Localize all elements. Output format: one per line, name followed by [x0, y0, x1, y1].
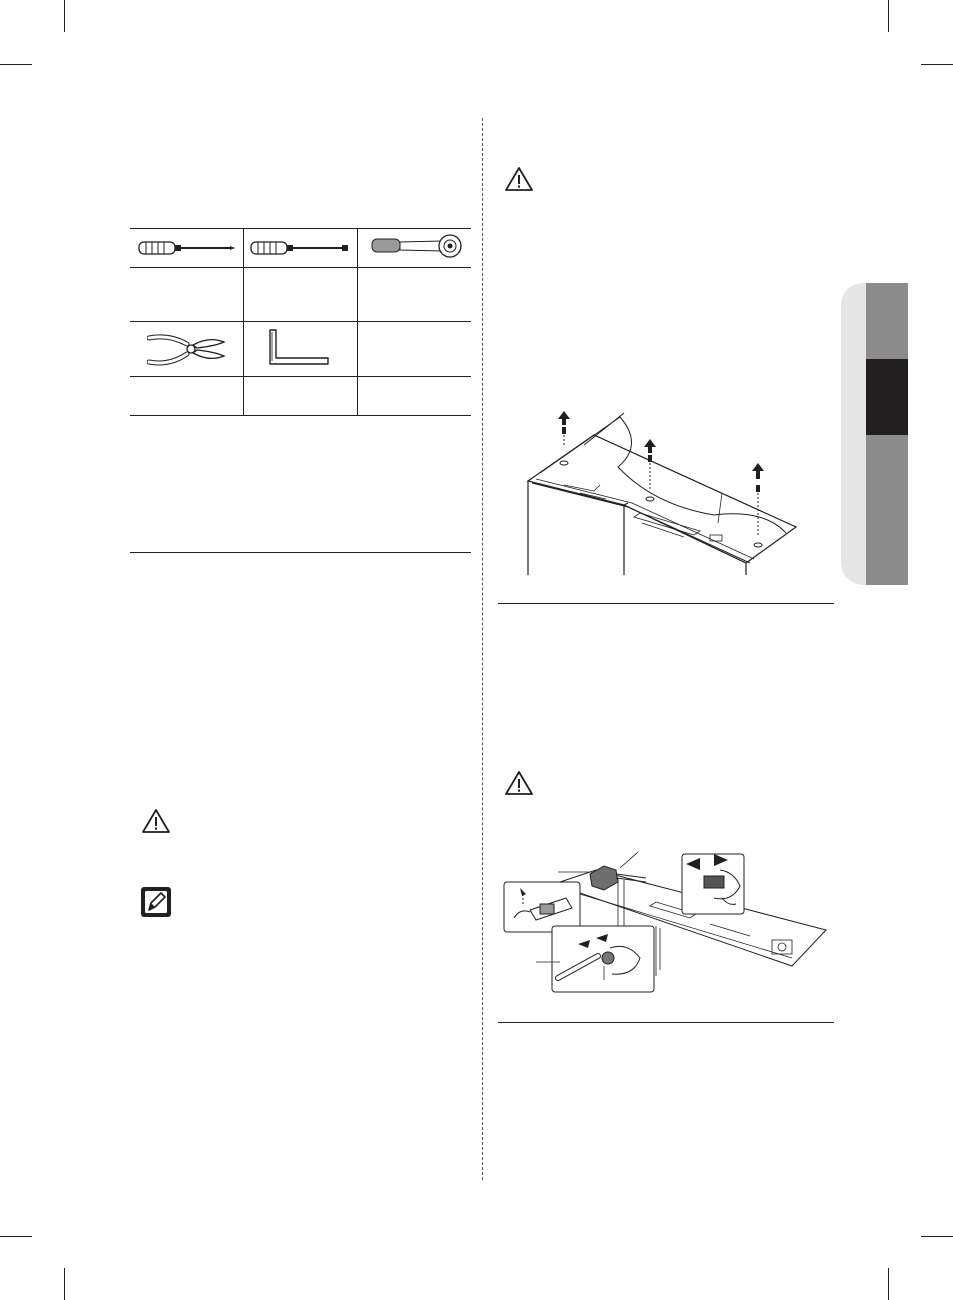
tools-table — [130, 228, 471, 416]
note-icon — [140, 886, 172, 918]
warning-icon — [504, 166, 534, 192]
section-divider — [130, 552, 471, 553]
warning-icon — [141, 808, 171, 834]
phillips-screwdriver-icon — [138, 238, 236, 258]
column-divider — [482, 118, 483, 1180]
side-tab-active — [866, 359, 908, 435]
flat-screwdriver-icon — [250, 238, 350, 258]
socket-wrench-icon — [370, 234, 466, 260]
side-tab-upper — [866, 283, 908, 359]
section-divider — [498, 1022, 834, 1023]
top-cover-removal-illustration — [524, 405, 800, 577]
side-tab-lower — [866, 435, 908, 585]
hex-key-icon — [266, 328, 332, 368]
warning-icon — [504, 770, 534, 796]
water-line-disconnect-illustration — [500, 848, 828, 996]
section-divider — [498, 603, 834, 604]
pliers-icon — [147, 332, 227, 368]
